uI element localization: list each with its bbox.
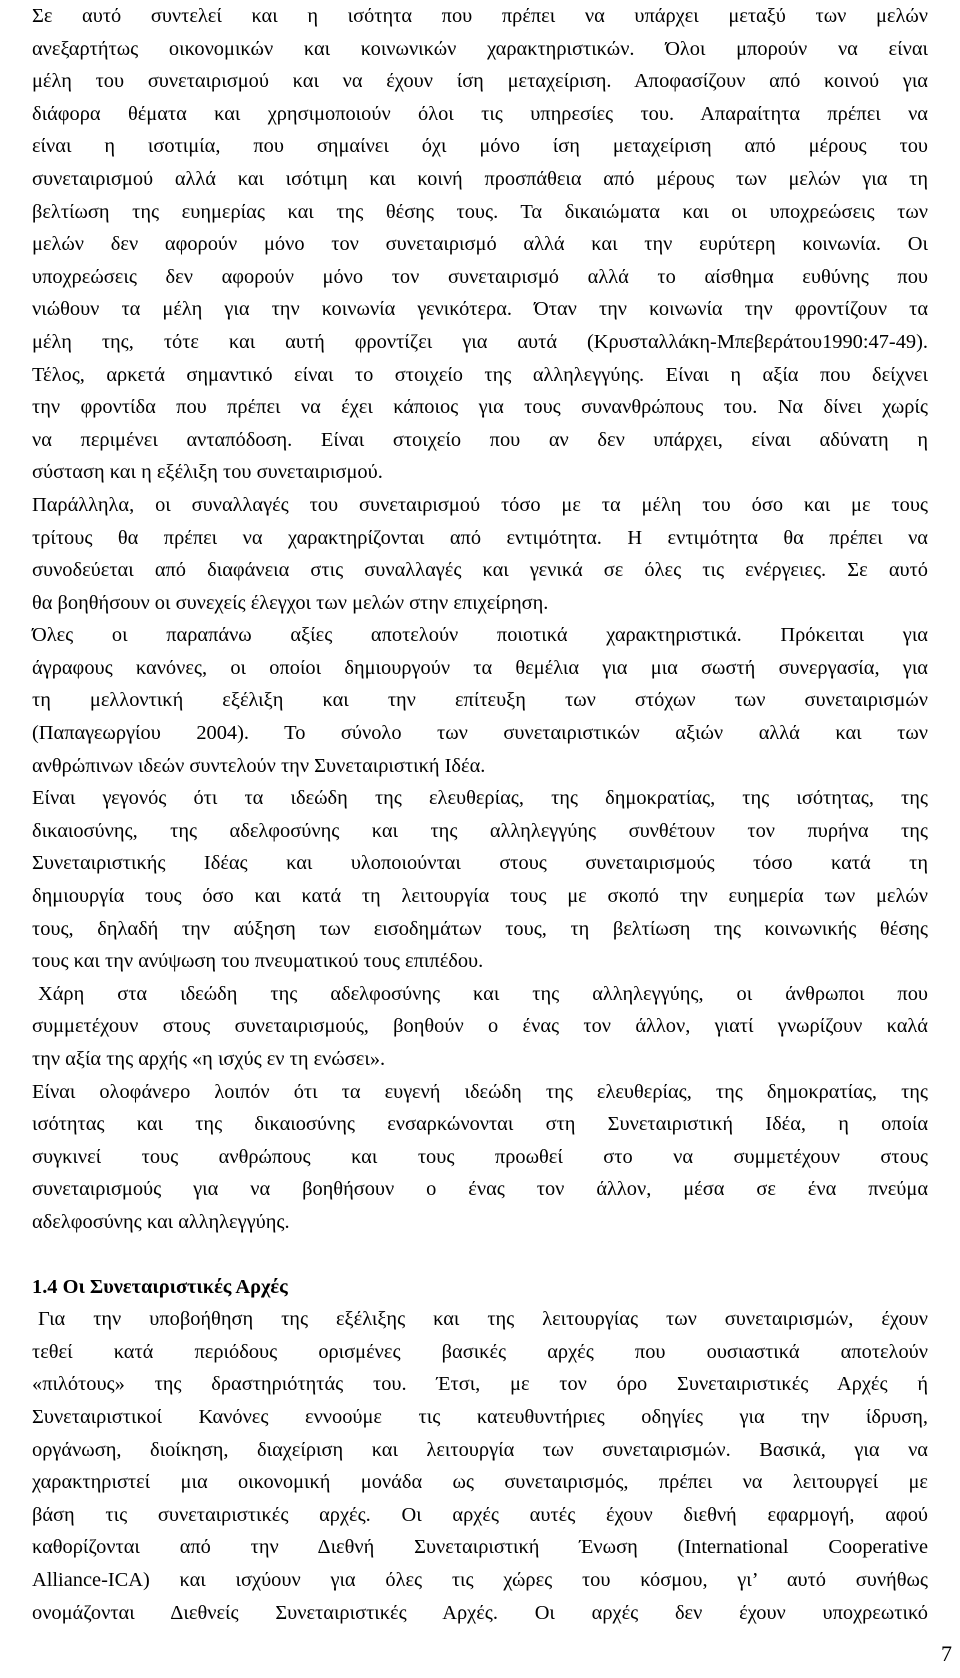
text-line: νιώθουν τα μέλη για την κοινωνία γενικότερα. Όταν την κοινωνία την φροντίζουν τα	[32, 298, 928, 321]
text-line: τρίτους θα πρέπει να χαρακτηρίζονται από εντιμότητα. Η εντιμότητα θα πρέπει να	[32, 526, 928, 549]
text-line: τους, δηλαδή την αύξηση των εισοδημάτων τους, τη βελτίωση της κοινωνικής θέσης	[32, 917, 928, 940]
document-page	[32, 0, 928, 1629]
paragraph-3	[32, 619, 928, 782]
text-line: δημιουργία τους όσο και κατά τη λειτουργία τους με σκοπό την ευημερία των μελών	[32, 885, 928, 908]
paragraph-1	[32, 0, 928, 489]
text-line: Συνεταιριστικής Ιδέας και υλοποιούνται στους συνεταιρισμούς τόσο κατά τη	[32, 852, 928, 875]
text-line: δικαιοσύνης, της αδελφοσύνης και της αλληλεγγύης συνθέτουν τον πυρήνα της	[32, 819, 928, 842]
text-line: ανθρώπινων ιδεών συντελούν την Συνεταιριστική Ιδέα.	[32, 754, 486, 777]
text-line: Συνεταιριστικοί Κανόνες εννοούμε τις κατευθυντήριες οδηγίες για την ίδρυση,	[32, 1405, 928, 1428]
paragraph-6	[32, 1076, 928, 1239]
section-spacer	[32, 1239, 928, 1271]
text-line: υποχρεώσεις δεν αφορούν μόνο τον συνεταιρισμό αλλά το αίσθημα ευθύνης που	[32, 265, 928, 288]
section-1-4	[32, 1271, 928, 1630]
text-line: είναι η ισοτιμία, που σημαίνει όχι μόνο ίση μεταχείριση από μέρους του	[32, 135, 928, 158]
text-line: σύσταση και η εξέλιξη του συνεταιρισμού.	[32, 461, 383, 484]
text-line: (Παπαγεωργίου 2004). Το σύνολο των συνεταιριστικών αξιών αλλά και των	[32, 722, 928, 745]
text-line: την φροντίδα που πρέπει να έχει κάποιος για τους συνανθρώπους του. Να δίνει χωρίς	[32, 396, 928, 419]
text-line: Για την υποβοήθηση της εξέλιξης και της λειτουργίας των συνεταιρισμών, έχουν	[38, 1308, 928, 1331]
paragraph-2	[32, 489, 928, 619]
text-line: βελτίωση της ευημερίας και της θέσης τους. Τα δικαιώματα και οι υποχρεώσεις των	[32, 200, 928, 223]
text-line: μελών δεν αφορούν μόνο τον συνεταιρισμό αλλά και την ευρύτερη κοινωνία. Οι	[32, 233, 928, 256]
text-line: Τέλος, αρκετά σημαντικό είναι το στοιχείο της αλληλεγγύης. Είναι η αξία που δείχνει	[32, 363, 928, 386]
text-line: άγραφους κανόνες, οι οποίοι δημιουργούν τα θεμέλια για μια σωστή συνεργασία, για	[32, 656, 928, 679]
text-line: συμμετέχουν στους συνεταιρισμούς, βοηθούν ο ένας τον άλλον, γιατί γνωρίζουν καλά	[32, 1015, 928, 1038]
text-line: τους και την ανύψωση του πνευματικού τους επιπέδου.	[32, 950, 484, 973]
text-line: ανεξαρτήτως οικονομικών και κοινωνικών χαρακτηριστικών. Όλοι μπορούν να είναι	[32, 37, 928, 60]
text-line: Χάρη στα ιδεώδη της αδελφοσύνης και της αλληλεγγύης, οι άνθρωποι που	[38, 982, 928, 1005]
text-line: θα βοηθήσουν οι συνεχείς έλεγχοι των μελών στην επιχείρηση.	[32, 591, 549, 614]
text-line: διάφορα θέματα και χρησιμοποιούν όλοι τις υπηρεσίες του. Απαραίτητα πρέπει να	[32, 102, 928, 125]
text-line: Σε αυτό συντελεί και η ισότητα που πρέπει να υπάρχει μεταξύ των μελών	[32, 5, 928, 27]
text-line: συνεταιρισμούς για να βοηθήσουν ο ένας τον άλλον, μέσα σε ένα πνεύμα	[32, 1178, 928, 1201]
paragraph-4	[32, 782, 928, 978]
text-line: τη μελλοντική εξέλιξη και την επίτευξη των στόχων των συνεταιρισμών	[32, 689, 928, 712]
text-line: μέλη του συνεταιρισμού και να έχουν ίση μεταχείριση. Αποφασίζουν από κοινού για	[32, 70, 928, 93]
text-line: οργάνωση, διοίκηση, διαχείριση και λειτουργία των συνεταιρισμών. Βασικά, για να	[32, 1438, 928, 1461]
text-line: ονομάζονται Διεθνείς Συνεταιριστικές Αρχές. Οι αρχές δεν έχουν υποχρεωτικό	[32, 1601, 928, 1624]
text-line: Είναι ολοφάνερο λοιπόν ότι τα ευγενή ιδεώδη της ελευθερίας, της δημοκρατίας, της	[32, 1080, 928, 1103]
text-line: Alliance-ICA) και ισχύουν για όλες τις χώρες του κόσμου, γι’ αυτό συνήθως	[32, 1568, 928, 1591]
page-number: 7	[941, 1641, 952, 1666]
text-line: συνοδεύεται από διαφάνεια στις συναλλαγές και γενικά σε όλες τις ενέργειες. Σε αυτό	[32, 559, 928, 582]
text-line: συγκινεί τους ανθρώπους και τους προωθεί στο να συμμετέχουν στους	[32, 1145, 928, 1168]
text-line: συνεταιρισμού αλλά και ισότιμη και κοινή προσπάθεια από μέρους των μελών για τη	[32, 167, 928, 190]
section-heading: 1.4 Οι Συνεταιριστικές Αρχές	[32, 1275, 288, 1298]
text-line: Παράλληλα, οι συναλλαγές του συνεταιρισμού τόσο με τα μέλη του όσο και με τους	[32, 493, 928, 516]
text-line: καθορίζονται από την Διεθνή Συνεταιριστική Ένωση (International Cooperative	[32, 1536, 928, 1559]
text-line: «πιλότους» της δραστηριότητάς του. Έτσι, με τον όρο Συνεταιριστικές Αρχές ή	[32, 1373, 928, 1396]
text-line: Όλες οι παραπάνω αξίες αποτελούν ποιοτικά χαρακτηριστικά. Πρόκειται για	[32, 624, 928, 647]
text-line: βάση τις συνεταιριστικές αρχές. Οι αρχές αυτές έχουν διεθνή εφαρμογή, αφού	[32, 1503, 928, 1526]
text-line: τεθεί κατά περιόδους ορισμένες βασικές αρχές που ουσιαστικά αποτελούν	[32, 1340, 928, 1363]
text-line: αδελφοσύνης και αλληλεγγύης.	[32, 1210, 290, 1233]
text-line: Είναι γεγονός ότι τα ιδεώδη της ελευθερίας, της δημοκρατίας, της ισότητας, της	[32, 787, 928, 810]
text-line: χαρακτηριστεί μια οικονομική μονάδα ως συνεταιρισμός, πρέπει να λειτουργεί με	[32, 1471, 928, 1494]
text-line: να περιμένει ανταπόδοση. Είναι στοιχείο που αν δεν υπάρχει, είναι αδύνατη η	[32, 428, 928, 451]
paragraph-5	[32, 978, 928, 1076]
text-line: μέλη της, τότε και αυτή φροντίζει για αυτά (Κρυσταλλάκη-Μπεβεράτου1990:47-49).	[32, 330, 928, 353]
text-line: την αξία της αρχής «η ισχύς εν τη ενώσει».	[32, 1048, 386, 1070]
text-line: ισότητας και της δικαιοσύνης ενσαρκώνονται στη Συνεταιριστική Ιδέα, η οποία	[32, 1113, 928, 1136]
